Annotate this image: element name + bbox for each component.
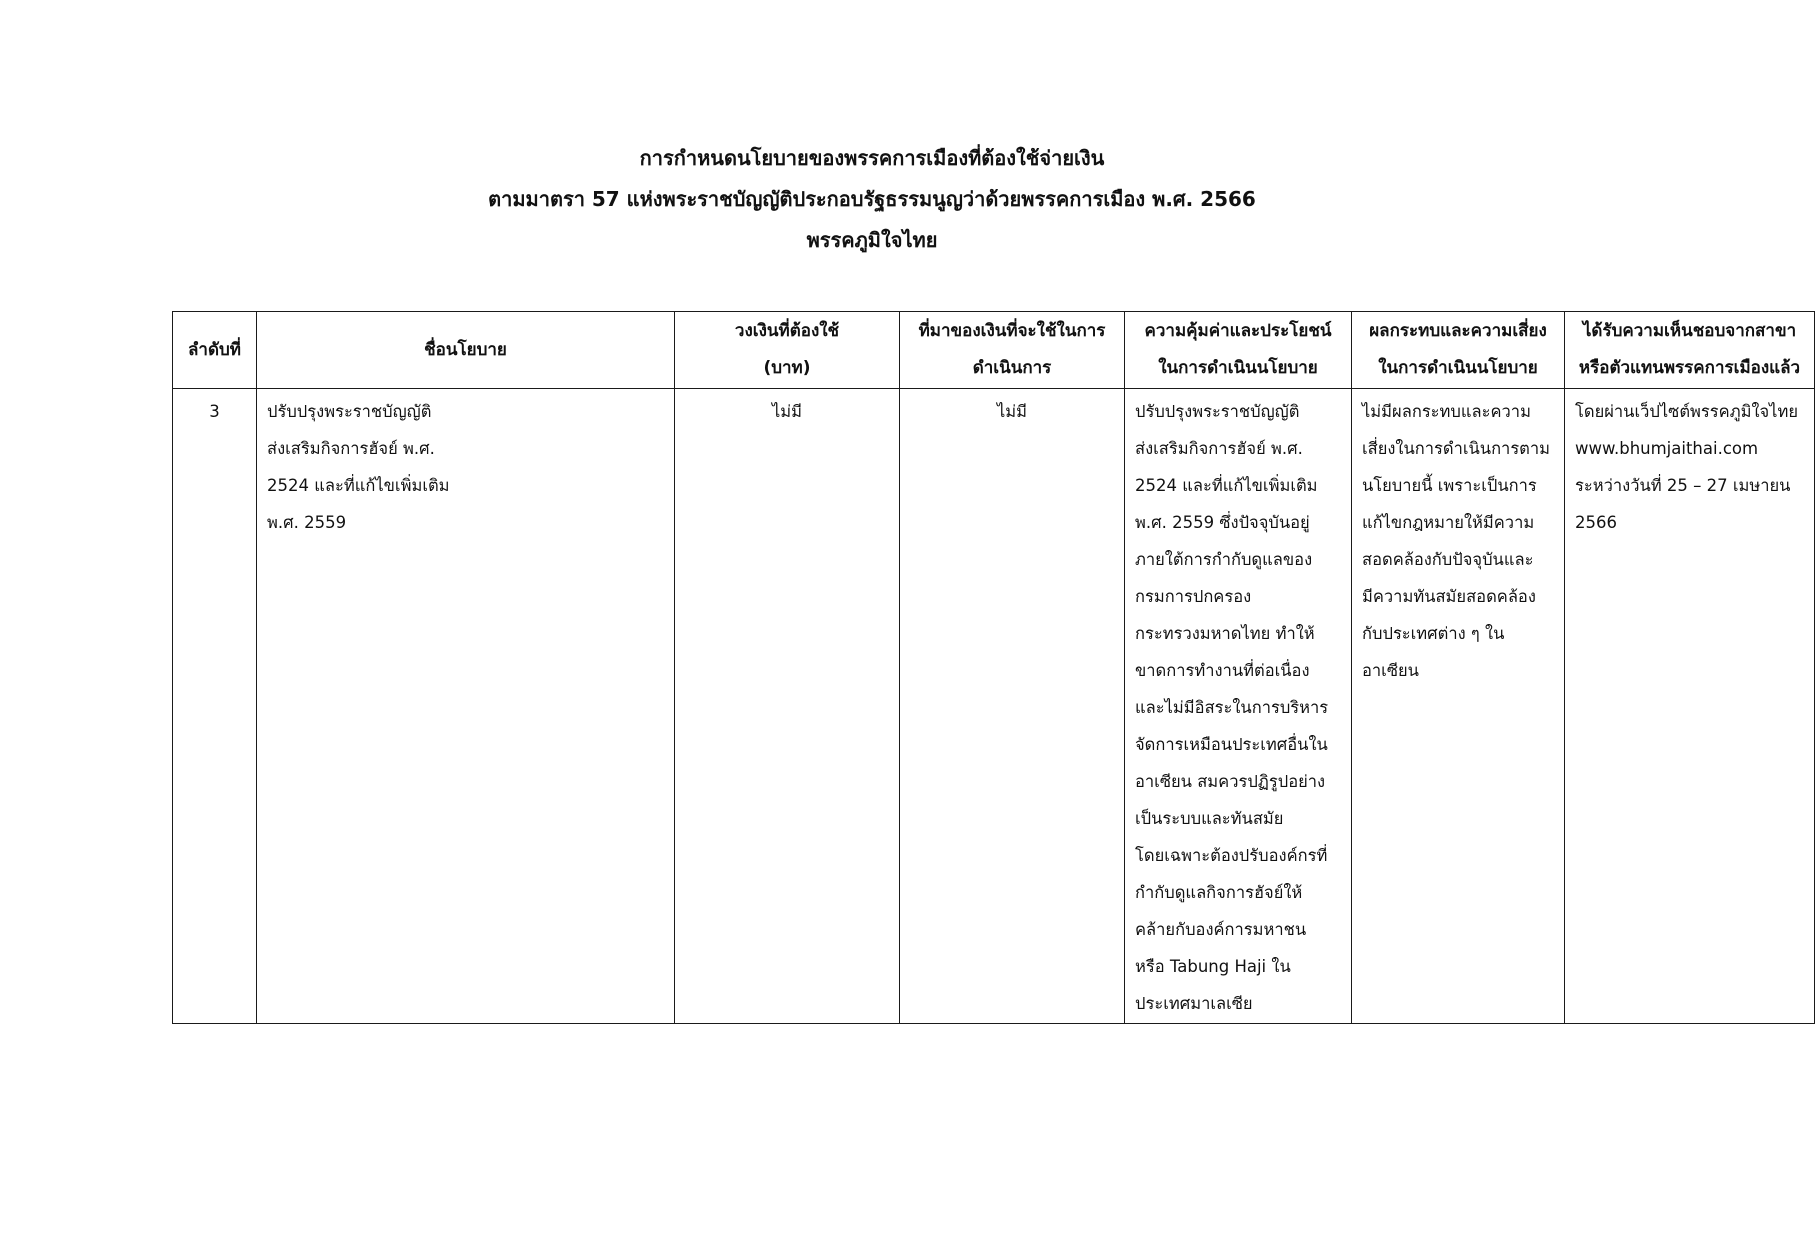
document-title xyxy=(0,146,1744,269)
title-line-1: การกำหนดนโยบายของพรรคการเมืองที่ต้องใช้จ่ายเงิน xyxy=(639,146,1105,170)
cell-order: 3 xyxy=(173,389,257,1024)
header-order: ลำดับที่ xyxy=(173,312,257,389)
header-approval: ได้รับความเห็นชอบจากสาขา หรือตัวแทนพรรคการเมืองแล้ว xyxy=(1565,312,1815,389)
header-policy-name: ชื่อนโยบาย xyxy=(257,312,675,389)
header-funding-source: ที่มาของเงินที่จะใช้ในการ ดำเนินการ xyxy=(900,312,1125,389)
table-row xyxy=(173,389,1815,1024)
cell-policy-name: ปรับปรุงพระราชบัญญัติ ส่งเสริมกิจการฮัจย์ พ.ศ. 2524 และที่แก้ไขเพิ่มเติม พ.ศ. 2559 xyxy=(257,389,675,1024)
cell-budget: ไม่มี xyxy=(675,389,900,1024)
cell-impact-risk: ไม่มีผลกระทบและความ เสี่ยงในการดำเนินการตาม นโยบายนี้ เพราะเป็นการ แก้ไขกฎหมายให้มีความ สอดคล้องกับปัจจุบันและ มีความทันสมัยสอดคล้อง กับประเทศต่าง ๆ ใน อาเซียน xyxy=(1352,389,1565,1024)
table-header-row xyxy=(173,312,1815,389)
header-value-benefit: ความคุ้มค่าและประโยชน์ ในการดำเนินนโยบาย xyxy=(1125,312,1352,389)
cell-value-benefit: ปรับปรุงพระราชบัญญัติ ส่งเสริมกิจการฮัจย์ พ.ศ. 2524 และที่แก้ไขเพิ่มเติม พ.ศ. 2559 ซึ่งปัจจุบันอยู่ ภายใต้การกำกับดูแลของ กรมการปกครอง กระทรวงมหาดไทย ทำให้ ขาดการทำงานที่ต่อเนื่อง และไม่มีอิสระในการบริหาร จัดการเหมือนประเทศอื่นใน อาเซียน สมควรปฏิรูปอย่าง เป็นระบบและทันสมัย โดยเฉพาะต้องปรับองค์กรที่ กำกับดูแลกิจการฮัจย์ให้ คล้ายกับองค์การมหาชน หรือ Tabung Haji ใน ประเทศมาเลเซีย xyxy=(1125,389,1352,1024)
header-impact-risk: ผลกระทบและความเสี่ยง ในการดำเนินนโยบาย xyxy=(1352,312,1565,389)
cell-approval: โดยผ่านเว็ปไซต์พรรคภูมิใจไทย www.bhumjaithai.com ระหว่างวันที่ 25 – 27 เมษายน 2566 xyxy=(1565,389,1815,1024)
policy-table xyxy=(172,311,1815,1024)
title-line-3-party-name: พรรคภูมิใจไทย xyxy=(806,228,938,252)
cell-funding-source: ไม่มี xyxy=(900,389,1125,1024)
title-line-2: ตามมาตรา 57 แห่งพระราชบัญญัติประกอบรัฐธรรมนูญว่าด้วยพรรคการเมือง พ.ศ. 2566 xyxy=(488,187,1256,211)
header-budget: วงเงินที่ต้องใช้ (บาท) xyxy=(675,312,900,389)
